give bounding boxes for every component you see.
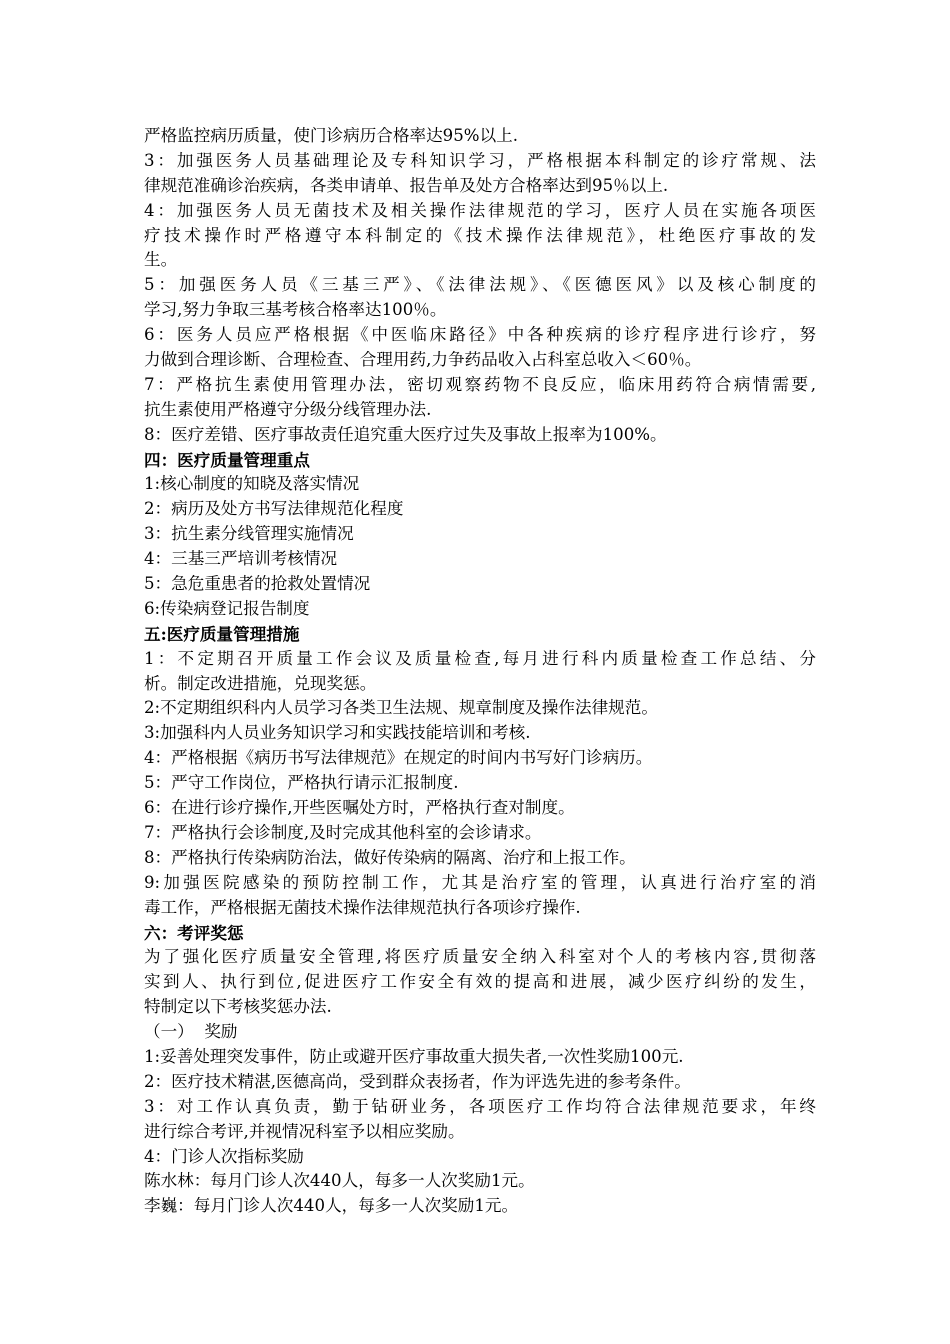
subsection-heading: （一） 奖励: [144, 1022, 238, 1042]
document-body: [144, 124, 816, 1219]
text-line: 5：加强医务人员《三基三严》、《法律法规》、《医德医风》以及核心制度的: [144, 275, 816, 295]
text-line: 4：严格根据《病历书写法律规范》在规定的时间内书写好门诊病历。: [144, 748, 653, 768]
text-line: 学习,努力争取三基考核合格率达100％。: [144, 300, 447, 320]
text-line: 8：严格执行传染病防治法，做好传染病的隔离、治疗和上报工作。: [144, 847, 636, 867]
text-line: 析。制定改进措施，兑现奖惩。: [144, 673, 377, 693]
text-line: 律规范准确诊治疾病，各类申请单、报告单及处方合格率达到95％以上.: [144, 175, 669, 195]
text-line: 实到人、执行到位,促进医疗工作安全有效的提高和进展，减少医疗纠纷的发生，: [144, 972, 816, 992]
section-heading: 五:医疗质量管理措施: [144, 623, 300, 644]
text-line: 4：门诊人次指标奖励: [144, 1146, 304, 1166]
list-item: 6:传染病登记报告制度: [144, 598, 310, 618]
text-line: 6：医务人员应严格根据《中医临床路径》中各种疾病的诊疗程序进行诊疗，努: [144, 325, 816, 345]
list-item: 4：三基三严培训考核情况: [144, 549, 338, 569]
list-item: 2：病历及处方书写法律规范化程度: [144, 499, 404, 519]
list-item: 5：急危重患者的抢救处置情况: [144, 574, 371, 594]
text-line: 严格监控病历质量，使门诊病历合格率达95%以上.: [144, 126, 519, 145]
text-line: 6：在进行诊疗操作,开些医嘱处方时，严格执行查对制度。: [144, 798, 575, 818]
text-line: 力做到合理诊断、合理检查、合理用药,力争药品收入占科室总收入＜60％。: [144, 350, 702, 370]
text-line: 3:加强科内人员业务知识学习和实践技能培训和考核.: [144, 723, 531, 743]
section-heading: 四：医疗质量管理重点: [144, 449, 310, 470]
text-line: 毒工作，严格根据无菌技术操作法律规范执行各项诊疗操作.: [144, 897, 581, 917]
text-line: 抗生素使用严格遵守分级分线管理办法.: [144, 399, 432, 419]
section-heading: 六：考评奖惩: [144, 922, 244, 943]
text-line: 7：严格抗生素使用管理办法，密切观察药物不良反应，临床用药符合病情需要,: [144, 374, 816, 394]
text-line: 为了强化医疗质量安全管理,将医疗质量安全纳入科室对个人的考核内容,贯彻落: [144, 947, 816, 967]
text-line: 李巍：每月门诊人次440人，每多一人次奖励1元。: [144, 1196, 519, 1216]
text-line: 2:不定期组织科内人员学习各类卫生法规、规章制度及操作法律规范。: [144, 698, 658, 718]
list-item: 1:核心制度的知晓及落实情况: [144, 474, 360, 494]
text-line: 2：医疗技术精湛,医德高尚，受到群众表扬者，作为评选先进的参考条件。: [144, 1071, 691, 1091]
list-item: 3：抗生素分线管理实施情况: [144, 524, 354, 544]
text-line: 4：加强医务人员无菌技术及相关操作法律规范的学习，医疗人员在实施各项医: [144, 200, 816, 220]
text-line: 疗技术操作时严格遵守本科制定的《技术操作法律规范》，杜绝医疗事故的发: [144, 225, 816, 245]
text-line: 3：加强医务人员基础理论及专科知识学习，严格根据本科制定的诊疗常规、法: [144, 150, 816, 170]
text-line: 7：严格执行会诊制度,及时完成其他科室的会诊请求。: [144, 822, 542, 842]
text-line: 陈水林：每月门诊人次440人，每多一人次奖励1元。: [144, 1171, 535, 1191]
text-line: 1:妥善处理突发事件，防止或避开医疗事故重大损失者,一次性奖励100元.: [144, 1046, 684, 1066]
text-line: 9:加强医院感染的预防控制工作，尤其是治疗室的管理，认真进行治疗室的消: [144, 872, 816, 892]
text-line: 3：对工作认真负责，勤于钻研业务，各项医疗工作均符合法律规范要求，年终: [144, 1096, 816, 1116]
text-line: 1：不定期召开质量工作会议及质量检查,每月进行科内质量检查工作总结、分: [144, 648, 816, 668]
text-line: 8：医疗差错、医疗事故责任追究重大医疗过失及事故上报率为100%。: [144, 424, 667, 444]
text-line: 进行综合考评,并视情况科室予以相应奖励。: [144, 1121, 465, 1141]
text-line: 5：严守工作岗位，严格执行请示汇报制度.: [144, 773, 459, 793]
text-line: 生。: [144, 250, 178, 270]
text-line: 特制定以下考核奖惩办法.: [144, 997, 332, 1017]
